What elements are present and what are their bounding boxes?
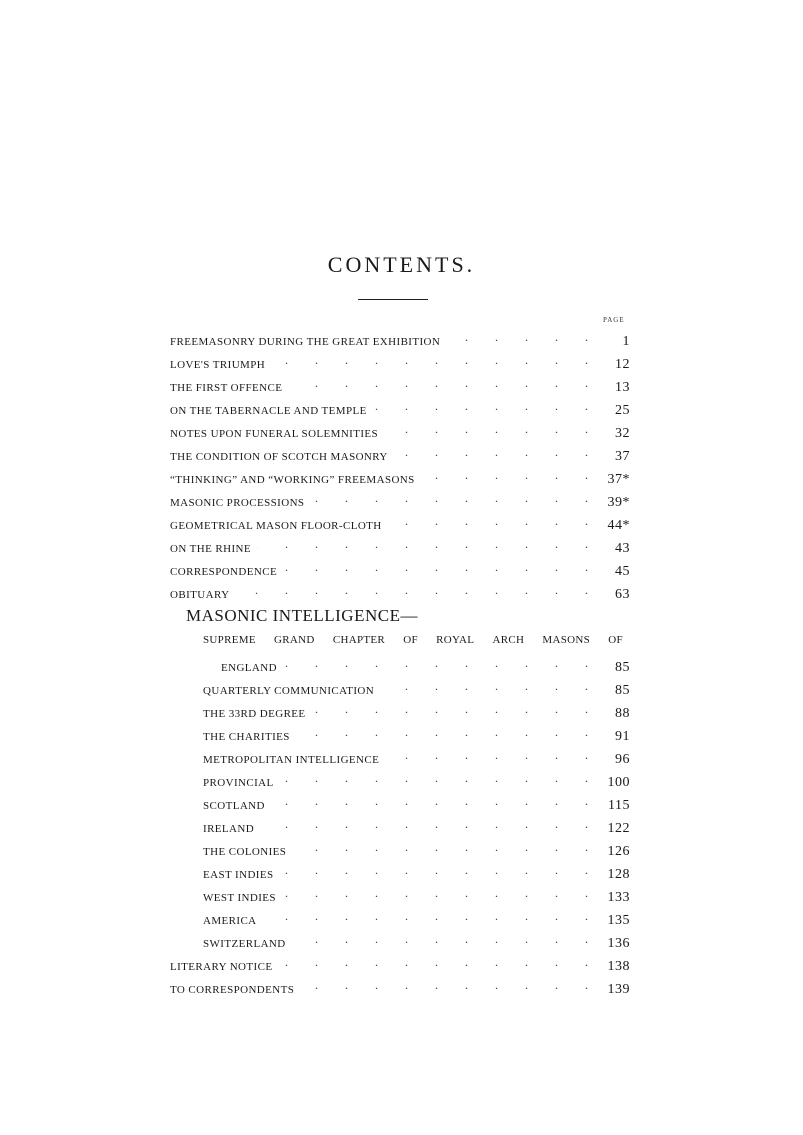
leader-dots	[312, 702, 588, 717]
leader-dots	[384, 422, 588, 437]
toc-entry-label: PROVINCIAL	[203, 777, 274, 789]
word: CHAPTER	[332, 634, 386, 646]
leader-dots	[446, 330, 588, 345]
toc-entry-label: GEOMETRICAL MASON FLOOR-CLOTH	[170, 520, 382, 532]
leader-dots	[300, 978, 588, 993]
toc-entry-label: TO CORRESPONDENTS	[170, 984, 295, 996]
section-heading: MASONIC INTELLIGENCE—	[186, 606, 418, 625]
leader-dots	[292, 840, 588, 855]
leader-dots	[235, 583, 588, 598]
toc-entry[interactable]	[170, 978, 630, 1000]
leader-dots	[257, 537, 588, 552]
toc-entry-label: THE COLONIES	[203, 846, 287, 858]
toc-sub-entry[interactable]	[203, 702, 630, 724]
leader-dots	[421, 468, 588, 483]
leader-dots	[280, 863, 588, 878]
toc-entry[interactable]	[170, 376, 630, 398]
toc-entry-page: 25	[615, 403, 630, 418]
toc-entry-label: THE CHARITIES	[203, 731, 290, 743]
toc-entry-label: FREEMASONRY DURING THE GREAT EXHIBITION	[170, 336, 441, 348]
leader-dots	[388, 514, 588, 529]
toc-sub-entry[interactable]	[203, 794, 630, 816]
toc-entry-page: 139	[607, 982, 630, 997]
toc-entry-page: 37*	[607, 472, 630, 487]
leader-dots	[260, 817, 588, 832]
toc-sub-entry[interactable]	[203, 748, 630, 770]
toc-sub-entry[interactable]	[203, 886, 630, 908]
toc-entry-label: SCOTLAND	[203, 800, 265, 812]
toc-entry-page: 128	[607, 867, 630, 882]
toc-entry-page: 85	[615, 683, 630, 698]
toc-sub-entry[interactable]	[203, 840, 630, 862]
toc-entry-page: 13	[615, 380, 630, 395]
leader-dots	[288, 376, 588, 391]
toc-entry-page: 32	[615, 426, 630, 441]
toc-entry-page: 122	[607, 821, 630, 836]
leader-dots	[373, 399, 588, 414]
toc-sub-entry[interactable]	[203, 909, 630, 931]
toc-entry[interactable]	[170, 399, 630, 421]
toc-entry[interactable]	[170, 583, 630, 605]
toc-entry-page: 63	[615, 587, 630, 602]
toc-entry[interactable]	[170, 330, 630, 352]
toc-entry-label: LOVE'S TRIUMPH	[170, 359, 266, 371]
toc-entry-label: QUARTERLY COMMUNICATION	[203, 685, 375, 697]
page-column-header: PAGE	[603, 316, 625, 324]
toc-sub-entry[interactable]	[221, 656, 630, 678]
leader-dots	[310, 491, 588, 506]
leader-dots	[394, 445, 588, 460]
sub-entry-first-line[interactable]	[203, 634, 623, 646]
toc-sub-entry[interactable]	[203, 679, 630, 701]
toc-entry-page: 133	[607, 890, 630, 905]
toc-entry[interactable]	[170, 514, 630, 536]
toc-entry-page: 39*	[607, 495, 630, 510]
leader-dots	[380, 679, 588, 694]
leader-dots	[283, 656, 588, 671]
word: OF	[608, 634, 623, 646]
toc-entry-page: 126	[607, 844, 630, 859]
toc-sub-entry[interactable]	[203, 725, 630, 747]
toc-entry-page: 44*	[607, 518, 630, 533]
toc-entry-page: 88	[615, 706, 630, 721]
toc-entry[interactable]	[170, 955, 630, 977]
toc-entry[interactable]	[170, 491, 630, 513]
leader-dots	[292, 932, 588, 947]
toc-entry-label: ENGLAND	[221, 662, 277, 674]
toc-entry-label: AMERICA	[203, 915, 257, 927]
toc-entry[interactable]	[170, 353, 630, 375]
toc-entry-label: MASONIC PROCESSIONS	[170, 497, 305, 509]
toc-sub-entry[interactable]	[203, 932, 630, 954]
toc-entry-label: “THINKING” AND “WORKING” FREEMASONS	[170, 474, 415, 486]
toc-entry-page: 100	[607, 775, 630, 790]
toc-entry[interactable]	[170, 445, 630, 467]
toc-entry-label: THE 33RD DEGREE	[203, 708, 306, 720]
leader-dots	[283, 560, 588, 575]
toc-entry-page: 91	[615, 729, 630, 744]
word: GRAND	[274, 634, 315, 646]
toc-entry-label: WEST INDIES	[203, 892, 276, 904]
leader-dots	[271, 794, 588, 809]
toc-entry-page: 43	[615, 541, 630, 556]
toc-entry-label: CORRESPONDENCE	[170, 566, 278, 578]
leader-dots	[280, 771, 588, 786]
toc-entry[interactable]	[170, 422, 630, 444]
toc-entry-page: 85	[615, 660, 630, 675]
toc-entry-label: THE FIRST OFFENCE	[170, 382, 283, 394]
page-title: CONTENTS.	[327, 252, 476, 277]
word: ARCH	[492, 634, 525, 646]
leader-dots	[263, 909, 588, 924]
toc-entry-page: 138	[607, 959, 630, 974]
toc-entry-label: OBITUARY	[170, 589, 230, 601]
toc-entry[interactable]	[170, 468, 630, 490]
toc-entry-label: NOTES UPON FUNERAL SOLEMNITIES	[170, 428, 379, 440]
toc-entry-label: EAST INDIES	[203, 869, 274, 881]
toc-sub-entry[interactable]	[203, 863, 630, 885]
leader-dots	[271, 353, 588, 368]
leader-dots	[278, 955, 588, 970]
toc-sub-entry[interactable]	[203, 771, 630, 793]
toc-entry-label: IRELAND	[203, 823, 255, 835]
leader-dots	[296, 725, 588, 740]
word: ROYAL	[436, 634, 475, 646]
toc-entry-page: 45	[615, 564, 630, 579]
toc-entry-label: SWITZERLAND	[203, 938, 286, 950]
word: OF	[403, 634, 418, 646]
toc-entry[interactable]	[170, 537, 630, 559]
word: MASONS	[542, 634, 591, 646]
toc-entry-page: 37	[615, 449, 630, 464]
toc-entry-label: ON THE TABERNACLE AND TEMPLE	[170, 405, 367, 417]
leader-dots	[385, 748, 588, 763]
toc-entry-label: THE CONDITION OF SCOTCH MASONRY	[170, 451, 388, 463]
toc-entry-label: ON THE RHINE	[170, 543, 251, 555]
toc-entry-label: METROPOLITAN INTELLIGENCE	[203, 754, 380, 766]
toc-entry-label: LITERARY NOTICE	[170, 961, 273, 973]
leader-dots	[282, 886, 588, 901]
toc-entry-page: 135	[607, 913, 630, 928]
toc-entry[interactable]	[170, 560, 630, 582]
toc-entry-page: 1	[622, 334, 630, 349]
word: SUPREME	[203, 634, 256, 646]
toc-entry-page: 115	[608, 798, 630, 813]
toc-entry-page: 96	[615, 752, 630, 767]
toc-sub-entry[interactable]	[203, 817, 630, 839]
toc-entry-page: 12	[615, 357, 630, 372]
toc-entry-page: 136	[607, 936, 630, 951]
